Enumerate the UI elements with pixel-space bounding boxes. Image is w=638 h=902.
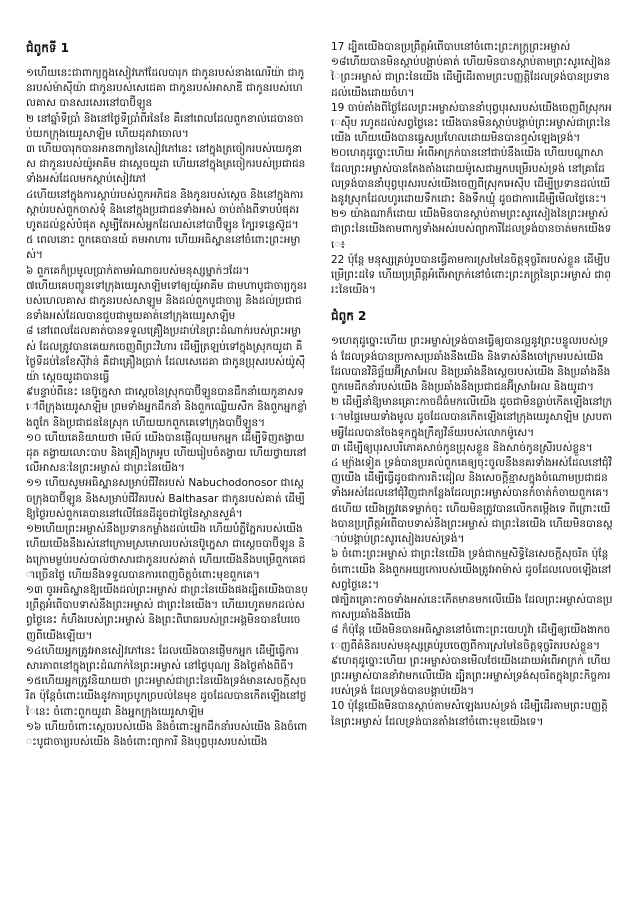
verse: ១៦ ហើយចំពោះស្តេចរបស់យើង និងចំពោះអ្នកដឹកនាំរបស់យើង និងចំពោះបូជាចារ្យរបស់យើង និងចំពោះព្យាការី និងបុព្វបុរសរបស់យើង <box>26 720 308 748</box>
verse: 10 ប៉ុន្តែយើងមិនបានស្តាប់តាមសំឡេងរបស់ទ្រង់ ដើម្បីដើរតាមព្រះបញ្ញត្តិនៃព្រះអម្ចាស់ ដែលទ្រង់បានតាំងនៅចំពោះមុខយើងទេ។ <box>331 700 608 728</box>
verse: ២១ យ៉ាងណាក៏ដោយ យើងមិនបានស្តាប់តាមព្រះសូរសៀងនៃព្រះអម្ចាស់ជាព្រះនៃយើងតាមពាក្យទាំងអស់របស់ព្យាការីដែលទ្រង់បានចាត់មកយើងទេ៖ <box>331 208 612 251</box>
verse: ៥ហើយ យើងត្រូវគេទម្លាក់ចុះ ហើយមិនត្រូវបានលើកតម្កើងទេ ពីព្រោះយើងបានប្រព្រឹត្តអំពើបាបទាស់នឹងព្រះអម្ចាស់ ជាព្រះនៃយើង ហើយមិនបានស្តាប់បង្គាប់ព្រះសូរសៀងរបស់ទ្រង់។ <box>331 502 613 546</box>
verse: ៧ហើយគេបញ្ជូនទៅក្រុងយេរូសាឡិមទៅឲ្យយ៉ូអាគីម ជាមហាបូជាចារ្យកូនរបស់ហេលគាស ជាកូនរបស់សាឡូម និងដល់ពួកបូជាចារ្យ និងដល់ប្រជាជនទាំងអស់ដែលបានជួបជាមួយគាត់នៅក្រុងយេរូសាឡិម <box>26 279 307 323</box>
verse: 17 ដ្បិតយើងបានប្រព្រឹត្តអំពើបាបនៅចំពោះព្រះភក្ត្រព្រះអម្ចាស់ <box>331 41 571 53</box>
verse: ៣ ហើយបារុកបានអានពាក្យនៃសៀវភៅនេះ នៅក្នុងត្រចៀករបស់យេកូនាស ជាកូនរបស់យ៉ូអាគីម ជាស្ដេចយូដា ហើយនៅក្នុងត្រចៀករបស់ប្រជាជនទាំងអស់ដែលមកស្ដាប់សៀវភៅ <box>26 143 306 186</box>
verse: ៤ ម្យ៉ាងទៀត ទ្រង់បានប្រគល់ពួកគេឲ្យចុះចូលនឹងនគរទាំងអស់ដែលនៅជុំវិញយើង ដើម្បីធ្វើដូចជាការតិះដៀល និងសេចក្តីខ្មាសក្នុងចំណោមប្រជាជនទាំងអស់ដែលនៅជុំវិញជាកន្លែងដែលព្រះអម្ចាស់បានកំចាត់កំចាយពួកគេ។ <box>331 457 612 500</box>
verse: ២ នៅឆ្នាំទីប្រាំ និងនៅថ្ងៃទីប្រាំពីរនៃខែ គឺនៅពេលដែលពួកខាល់ដេបានចាប់យកក្រុងយេរូសាឡិម ហើយដុតវាចោល។ <box>26 112 304 140</box>
verse: ៨ នៅពេលដែលគាត់បានទទួលគ្រឿងប្រដាប់នៃព្រះដំណាក់របស់ព្រះអម្ចាស់ ដែលត្រូវបានគេយកចេញពីព្រះវិហារ ដើម្បីត្រឡប់ទៅក្នុងស្រុកយូដា គឺថ្ងៃទីដប់នៃខែស៊ីវ៉ាន់ គឺជាគ្រឿងប្រាក់ ដែលសេដេគា ជាកូនប្រុសរបស់យ៉ូស៊ីយ៉ា ស្ដេចយូដាបានធ្វើ <box>26 325 306 384</box>
verse: ៨ ក៏ប៉ុន្តែ យើងមិនបានអធិស្ឋាននៅចំពោះព្រះយេហូវ៉ា ដើម្បីឲ្យយើងងាកចេញពីគំនិតរបស់មនុស្សគ្រប់រូបចេញពីការស្រមៃនៃចិត្តទុច្ចរិតរបស់ខ្លួន។ <box>331 624 611 652</box>
verse: ៧ត្បិតគ្រោះកាចទាំងអស់នេះកើតមានមកលើយើង ដែលព្រះអម្ចាស់បានប្រកាសប្រឆាំងនឹងយើង <box>331 593 613 622</box>
verse: ១៨ហើយបានមិនស្តាប់បង្គាប់គាត់ ហើយមិនបានស្តាប់តាមព្រះសូរសៀងនៃព្រះអម្ចាស់ ជាព្រះនៃយើង ដើម្បីដើរតាមព្រះបញ្ញត្តិដែលទ្រង់បានប្រទានដល់យើងដោយចំហ។ <box>331 56 611 99</box>
chapter-1-continued-text <box>331 40 613 298</box>
verse: ១២ហើយព្រះអម្ចាស់នឹងប្រទានកម្លាំងដល់យើង ហើយបំភ្លឺភ្នែករបស់យើង ហើយយើងនឹងរស់នៅក្រោមស្រមោលរបស់នេប៊ូក្នេសា ជាស្ដេចបាប៊ីឡូន និងក្រោមម្លប់របស់បាល់ថាសារជាកូនរបស់គាត់ ហើយយើងនឹងបម្រើពួកគេជាច្រើនថ្ងៃ ហើយនឹងទទួលបានការពេញចិត្តចំពោះមុខពួកគេ។ <box>26 523 306 581</box>
verse: ១៤ហើយអ្នកត្រូវអានសៀវភៅនេះ ដែលយើងបានផ្ញើមកអ្នក ដើម្បីធ្វើការសារភាពនៅក្នុងព្រះដំណាក់នៃព្រះអម្ចាស់ នៅថ្ងៃបុណ្យ និងថ្ងៃតាំងពិធី។ <box>26 644 299 672</box>
verse: ១៣ ចូរអធិស្ឋានឱ្យយើងដល់ព្រះអម្ចាស់ ជាព្រះនៃយើងផងដ្បិតយើងបានប្រព្រឹត្តអំពើបាបទាស់នឹងព្រះអម្ចាស់ ជាព្រះនៃយើង។ ហើយរហូតមកដល់សព្វថ្ងៃនេះ កំហឹងរបស់ព្រះអម្ចាស់ និងព្រះពិរោធរបស់ព្រះអង្គមិនបានបែរចេញពីយើងឡើយ។ <box>26 583 308 642</box>
verse: ២ ដើម្បីនាំឱ្យមានគ្រោះកាចដ៏ធំមកលើយើង ដូចជាមិនធ្លាប់កើតឡើងនៅក្រោមផ្ទៃមេឃទាំងមូល ដូចដែលបានកើតឡើងនៅក្រុងយេរូសាឡិម ស្របតាមអ្វីដែលបានចែងទុកក្នុងក្រឹត្យវិន័យរបស់លោកម៉ូសេ។ <box>331 396 613 439</box>
left-column <box>26 40 308 750</box>
verse: ២០ហេតុដូច្នោះហើយ អំពើអាក្រក់បាននៅជាប់នឹងយើង ហើយបណ្តាសា ដែលព្រះអម្ចាស់បានតែងតាំងដោយម៉ូសេជាអ្នកបម្រើរបស់ទ្រង់ នៅគ្រាដែលទ្រង់បាននាំបុព្វបុរសរបស់យើងចេញពីស្រុកអេស៊ីប ដើម្បីប្រទានដល់យើងនូវស្រុកដែលហូរដោយទឹកដោះ និងទឹកឃ្មុំ ដូចជាការដើម្បីមើលថ្ងៃនេះ។ <box>331 147 611 206</box>
chapter-1-heading: ជំពូកទី 1 <box>26 41 69 55</box>
chapter-1-text <box>26 66 308 750</box>
verse: ៩ហេតុដូច្នោះហើយ ព្រះអម្ចាស់បានមើលថែយើងដោយអំពើអាក្រក់ ហើយព្រះអម្ចាស់បាននាំវាមកលើយើង ដ្បិតព្រះអម្ចាស់ទ្រង់សុចរិតក្នុងព្រះកិច្ចការរបស់ទ្រង់ ដែលទ្រង់បានបង្គាប់យើង។ <box>331 654 611 698</box>
verse: ១០ ហើយគេនិយាយថា មើល៍ យើងបានផ្ញើលុយមកអ្នក ដើម្បីទិញតង្វាយដុត តង្វាយលោះបាប និងគ្រឿងក្រអូប ហើយរៀបចំតង្វាយ ហើយថ្វាយនៅលើអាសនៈនៃព្រះអម្ចាស់ ជាព្រះនៃយើង។ <box>26 431 307 475</box>
verse: ៦ ពួកគេក៏ប្រមូលប្រាក់តាមអំណាចរបស់មនុស្សម្នាក់ៗដែរ។ <box>26 264 250 277</box>
right-column <box>331 40 613 730</box>
verse: ៦ ចំពោះព្រះអម្ចាស់ ជាព្រះនៃយើង ទ្រង់ជាកម្មសិទ្ធិនៃសេចក្ដីសុចរិត ប៉ុន្តែចំពោះយើង និងពួកអយ្យកោរបស់យើងត្រូវអាម៉ាស់ ដូចដែលលេចឡើងនៅសព្វថ្ងៃនេះ។ <box>331 548 612 591</box>
verse: ១ហេតុដូច្នោះហើយ ព្រះអម្ចាស់ទ្រង់បានធ្វើឲ្យបានល្អនូវព្រះបន្ទូលរបស់ទ្រង់ ដែលទ្រង់បានប្រកាសប្រឆាំងនឹងយើង និងទាស់នឹងចៅក្រមរបស់យើង ដែលបានវិនិច្ឆ័យអ៊ីស្រាអែល និងប្រឆាំងនឹងស្ដេចរបស់យើង និងប្រឆាំងនឹងពួកមេដឹកនាំរបស់យើង និងប្រឆាំងនឹងប្រជាជនអ៊ីស្រាអែល និងយូដា។ <box>331 335 611 394</box>
verse: ៣ ដើម្បីឲ្យបុរសបរិភោគសាច់កូនប្រុសខ្លួន និងសាច់កូនស្រីរបស់ខ្លួន។ <box>331 441 593 454</box>
verse: 22 ប៉ុន្តែ មនុស្សគ្រប់រូបបានធ្វើតាមការស្រមៃនៃចិត្តទុច្ចរិតរបស់ខ្លួន ដើម្បីបម្រើព្រះដទៃ ហើយប្រព្រឹត្តអំពើអាក្រក់នៅចំពោះព្រះភក្ត្រនៃព្រះអម្ចាស់ ជាព្រះនៃយើង។ <box>331 253 612 297</box>
verse: ១៥ហើយអ្នកត្រូវនិយាយថា ព្រះអម្ចាស់ជាព្រះនៃយើងទ្រង់មានសេចក្តីសុចរិត ប៉ុន្តែចំពោះយើងនូវការច្របូកច្របល់នៃមុខ ដូចដែលបានកើតឡើងនៅថ្ងៃនេះ ចំពោះពួកយូដា និងអ្នកក្រុងយេរូសាឡិម <box>26 675 307 718</box>
verse: ១១ ហើយសូមអធិស្ឋានសម្រាប់ជីវិតរបស់ Nabuchodonosor ជាស្ដេចក្រុងបាប៊ីឡូន និងសម្រាប់ជីវិតរបស់ Balthasar ជាកូនរបស់គាត់ ដើម្បីឱ្យថ្ងៃរបស់ពួកគេបាននៅលើផែនដីដូចជាថ្ងៃនៃស្ថានសួគ៌។ <box>26 477 305 520</box>
chapter-2-text <box>331 334 613 729</box>
verse: ៩បន្ទាប់ពីនេះ នេប៊ូក្នេសា ជាស្ដេចនៃស្រុកបាប៊ីឡូនបានដឹកនាំយេកូនាសទៅពីក្រុងយេរូសាឡិម ព្រមទាំងអ្នកដឹកនាំ និងពួកឈ្លើយសឹក និងពួកអ្នកខ្លាំងពូកែ និងប្រជាជននៃស្រុក ហើយយកពួកគេទៅក្រុងបាប៊ីឡូន។ <box>26 386 308 429</box>
verse: ៥ ពេលនោះ ពួកគេបានយំ តមអាហារ ហើយអធិស្ឋាននៅចំពោះព្រះអម្ចាស់។ <box>26 234 301 262</box>
verse: ១ហើយនេះជាពាក្យក្នុងសៀវភៅដែលបារុក ជាកូនរបស់នាងណេរីយ៉ា ជាកូនរបស់ម៉ាស៊ីយ៉ា ជាកូនរបស់សេដេគា ជាកូនរបស់អាសាឌី ជាកូនរបស់ហេលគាស បានសរសេរនៅបាប៊ីឡូន <box>26 67 305 110</box>
chapter-2-heading: ជំពូក 2 <box>331 309 367 324</box>
verse: ៤ហើយនៅក្នុងការស្តាប់របស់ពួកអភិជន និងកូនរបស់ស្តេច និងនៅក្នុងការស្តាប់របស់ពួកចាស់ទុំ និងនៅក្នុងប្រជាជនទាំងអស់ ចាប់តាំងពីទាបបំផុតរហូតដល់ខ្ពស់បំផុត សូម្បីតែអស់អ្នកដែលរស់នៅបាប៊ីឡូន ក្បែរទន្លេស៊ូដ។ <box>26 188 304 232</box>
verse: 19 ចាប់តាំងពីថ្ងៃដែលព្រះអម្ចាស់បាននាំបុព្វបុរសរបស់យើងចេញពីស្រុកអេស៊ីប រហូតដល់សព្វថ្ងៃនេះ យើងបានមិនស្តាប់បង្គាប់ព្រះអម្ចាស់ជាព្រះនៃយើង ហើយយើងបានធ្វេសប្រហែលដោយមិនបានឮសំឡេងទ្រង់។ <box>331 101 612 145</box>
